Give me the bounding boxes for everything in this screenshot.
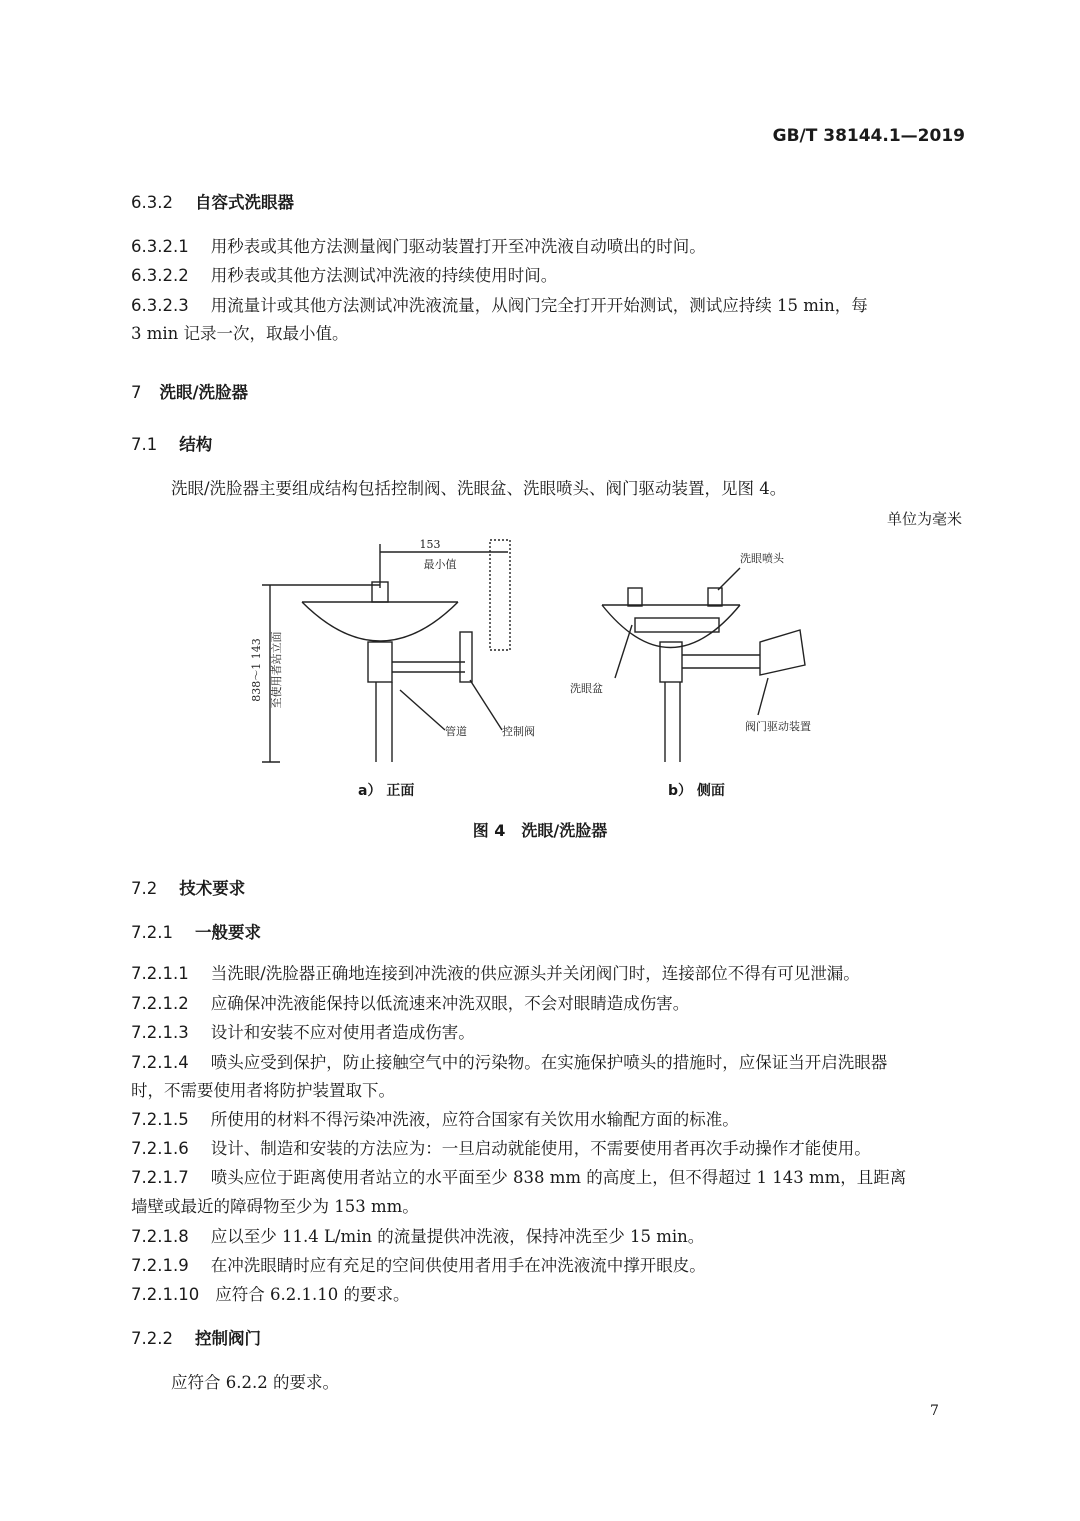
pipe-label: 管道: [445, 725, 467, 738]
clause-number: 7.2.1.10: [131, 1285, 200, 1304]
clause-6-3-2-1: [131, 235, 706, 259]
clause-number: 7.2.1.8: [131, 1227, 189, 1246]
page-number: 7: [930, 1403, 939, 1419]
valve-paddle: [760, 630, 805, 675]
clause-text: 当洗眼/洗脸器正确地连接到冲洗液的供应源头并关闭阀门时，连接部位不得有可见泄漏。: [210, 964, 860, 983]
basin-front: [302, 602, 458, 641]
clause-7-2-1-7-continued: 墙壁或最近的障碍物至少为 153 mm。: [131, 1197, 419, 1216]
control-valve-label: 控制阀: [502, 725, 535, 738]
basin-label: 洗眼盆: [570, 682, 603, 695]
clause-number: 6.3.2.2: [131, 266, 189, 285]
section-title: 控制阀门: [194, 1329, 261, 1348]
clause-text: 用秒表或其他方法测试冲洗液的持续使用时间。: [210, 266, 558, 285]
section-title: 自容式洗眼器: [194, 193, 294, 212]
section-7-heading: [131, 381, 248, 405]
section-7-2-1-heading: [131, 921, 261, 945]
clause-text: 用流量计或其他方法测试冲洗液流量，从阀门完全打开开始测试，测试应持续 15 min，每: [210, 296, 868, 315]
clause-number: 7.2.1.2: [131, 994, 189, 1013]
clause-text: 用秒表或其他方法测量阀门驱动装置打开至冲洗液自动喷出的时间。: [210, 237, 706, 256]
section-7-2-2-heading: [131, 1327, 261, 1351]
clause-text: 设计和安装不应对使用者造成伤害。: [210, 1023, 475, 1042]
clause-7-2-1-4: [131, 1051, 887, 1075]
clause-6-3-2-3-continued: 3 min 记录一次，取最小值。: [131, 324, 349, 343]
clause-text: 应符合 6.2.1.10 的要求。: [215, 1285, 410, 1304]
valve-actuator-label: 阀门驱动装置: [745, 720, 811, 733]
clause-7-2-1-5: [131, 1108, 739, 1132]
clause-number: 7.2.1.7: [131, 1168, 189, 1187]
clause-7-2-1-9: [131, 1254, 706, 1278]
section-7-1-heading: [131, 433, 212, 457]
clause-number: 6.3.2.3: [131, 296, 189, 315]
section-number: 6.3.2: [131, 193, 173, 212]
clause-number: 7.2.1.9: [131, 1256, 189, 1275]
section-title: 结构: [179, 435, 213, 454]
pipe-leader: [400, 690, 445, 730]
clause-number: 7.2.1.1: [131, 964, 189, 983]
clause-7-2-1-6: [131, 1137, 871, 1161]
paragraph-7-1: 洗眼/洗脸器主要组成结构包括控制阀、洗眼盆、洗眼喷头、阀门驱动装置，见图 4。: [171, 479, 787, 498]
figure-4-eyewash-diagram: [240, 530, 860, 780]
nozzle-label: 洗眼喷头: [740, 552, 784, 565]
section-number: 7.2: [131, 879, 158, 898]
clause-number: 7.2.1.3: [131, 1023, 189, 1042]
valve-leader: [470, 680, 502, 730]
section-6-3-2-heading: [131, 191, 294, 215]
basin-leader: [615, 625, 632, 678]
clause-number: 7.2.1.4: [131, 1053, 189, 1072]
clause-text: 所使用的材料不得污染冲洗液，应符合国家有关饮用水输配方面的标准。: [210, 1110, 739, 1129]
actuator-leader: [758, 678, 768, 715]
clause-6-3-2-2: [131, 264, 557, 288]
clause-text: 喷头应位于距离使用者站立的水平面至少 838 mm 的高度上，但不得超过 1 143 mm，且距离: [210, 1168, 907, 1187]
clause-7-2-1-8: [131, 1225, 704, 1249]
clause-number: 7.2.1.5: [131, 1110, 189, 1129]
caption-side: b） 侧面: [668, 783, 725, 799]
clause-7-2-1-10: [131, 1283, 409, 1307]
min-value-label: 最小值: [423, 558, 457, 571]
standard-code: GB/T 38144.1—2019: [772, 126, 965, 146]
section-number: 7.2.2: [131, 1329, 173, 1348]
clause-text: 设计、制造和安装的方法应为：一旦启动就能使用，不需要使用者再次手动操作才能使用。: [210, 1139, 871, 1158]
unit-note: 单位为毫米: [886, 510, 962, 528]
clause-7-2-1-1: [131, 962, 860, 986]
clause-text: 应以至少 11.4 L/min 的流量提供冲洗液，保持冲洗至少 15 min。: [210, 1227, 705, 1246]
height-range-label: 838～1 143: [250, 638, 263, 702]
section-title: 技术要求: [179, 879, 246, 898]
clause-7-2-1-7: [131, 1166, 906, 1190]
dimension-153-label: 153: [419, 538, 441, 551]
clause-number: 7.2.1.6: [131, 1139, 189, 1158]
clause-text: 应确保冲洗液能保持以低流速来冲洗双眼，不会对眼睛造成伤害。: [210, 994, 690, 1013]
clause-7-2-1-3: [131, 1021, 475, 1045]
clause-6-3-2-3: [131, 294, 868, 318]
wall-hatch: [490, 540, 510, 650]
nozzle-leader: [718, 568, 740, 590]
clause-number: 6.3.2.1: [131, 237, 189, 256]
section-number: 7: [131, 383, 142, 402]
clause-text: 喷头应受到保护，防止接触空气中的污染物。在实施保护喷头的措施时，应保证当开启洗眼器: [210, 1053, 888, 1072]
caption-front: a） 正面: [358, 783, 415, 799]
figure-title: 图 4 洗眼/洗脸器: [472, 821, 608, 840]
section-number: 7.2.1: [131, 923, 173, 942]
section-title: 一般要求: [194, 923, 261, 942]
clause-7-2-1-2: [131, 992, 689, 1016]
section-title: 洗眼/洗脸器: [159, 383, 249, 402]
section-number: 7.1: [131, 435, 158, 454]
clause-text: 在冲洗眼睛时应有充足的空间供使用者用手在冲洗液流中撑开眼皮。: [210, 1256, 706, 1275]
paragraph-7-2-2: 应符合 6.2.2 的要求。: [171, 1373, 339, 1392]
section-7-2-heading: [131, 877, 245, 901]
clause-7-2-1-4-continued: 时，不需要使用者将防护装置取下。: [131, 1081, 395, 1100]
height-note-label: 至使用者站立面: [270, 631, 283, 709]
